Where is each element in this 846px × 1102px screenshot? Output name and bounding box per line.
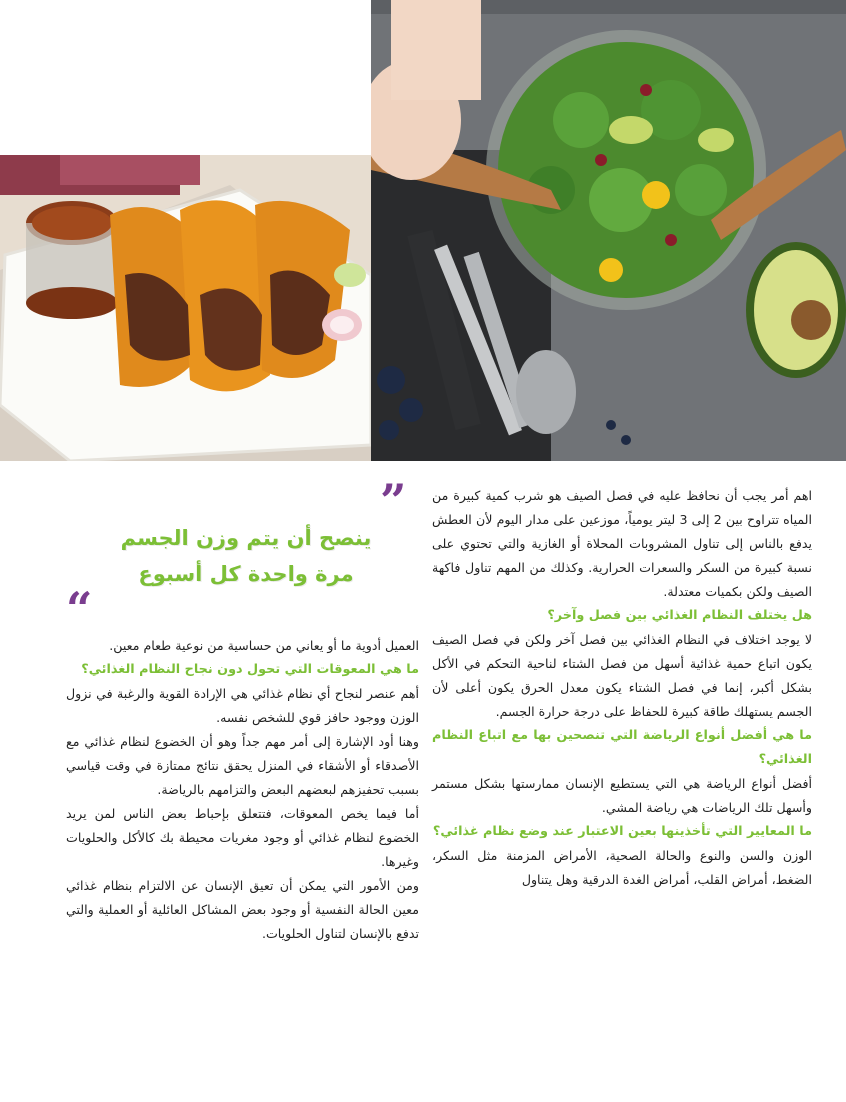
right-article-column (432, 484, 812, 892)
question-heading: ما المعايير التي تأخذينها بعين الاعتبار عند وضع نظام غذائي؟ (432, 824, 812, 839)
pull-quote-line: مرة واحدة كل أسبوع (138, 562, 354, 586)
intro-paragraph: اهم أمر يجب أن نحافظ عليه في فصل الصيف هو شرب كمية كبيرة من المياه تتراوح بين 2 إلى 3 ليتر يومياً، موزعين على مدار اليوم لأن العطش يدفع بالناس إلى تناول المشروبات المحلاة أو الغازية والتي تحتوي على نسبة كبيرة من السكر والسعرات الحرارية. وكذلك من المهم تناول فاكهة الصيف ولكن بكميات معتدلة. (432, 488, 812, 599)
pull-quote-line: ينصح أن يتم وزن الجسم (120, 526, 372, 550)
quote-open-icon: ” (380, 474, 407, 528)
quote-close-icon: “ (66, 582, 93, 636)
answer-paragraph: الوزن والسن والنوع والحالة الصحية، الأمراض المزمنة مثل السكر، الضغط، أمراض القلب، أمراض الغدة الدرقية وهل يتناول (432, 848, 812, 887)
answer-paragraph: وهنا أود الإشارة إلى أمر مهم جداً وهو أن الخضوع لنظام غذائي مع الأصدقاء أو الأشقاء في المنزل يحقق نتائج ممتازة في وقت قياسي بسبب تحفيزهم لبعضهم البعض والتزامهم بالرياضة. (66, 734, 419, 797)
answer-paragraph: لا يوجد اختلاف في النظام الغذائي بين فصل آخر ولكن في فصل الصيف يكون اتباع حمية غذائية أسهل من فصل الشتاء لناحية التحكم في الأكل بشكل أكبر، إنما في فصل الشتاء يكون معدل الحرق يكون أعلى لأن الجسم يستهلك طاقة كبيرة للحفاظ على درجة حرارة الجسم. (432, 632, 812, 719)
answer-paragraph: أما فيما يخص المعوقات، فتتعلق بإحباط بعض الناس لمن يريد الخضوع لنظام غذائي أو وجود مغريات محيطة بك كالأكل والحلويات وغيرها. (66, 806, 419, 869)
answer-paragraph: أهم عنصر لنجاح أي نظام غذائي هي الإرادة القوية والرغبة في نزول الوزن ووجود حافز قوي للشخص نفسه. (66, 686, 419, 725)
left-article-column (66, 634, 419, 946)
salad-photo (371, 0, 846, 461)
answer-paragraph: ومن الأمور التي يمكن أن تعيق الإنسان عن الالتزام بنظام غذائي معين الحالة النفسية أو وجود بعض المشاكل العائلية أو العملية والتي تدفع بالإنسان لتناول الحلويات. (66, 878, 419, 941)
answer-paragraph: أفضل أنواع الرياضة هي التي يستطيع الإنسان ممارستها بشكل مستمر وأسهل تلك الرياضات هي رياضة المشي. (432, 776, 812, 815)
question-heading: ما هي المعوقات التي تحول دون نجاح النظام الغذائي؟ (81, 662, 419, 677)
continued-paragraph: العميل أدوية ما أو يعاني من حساسية من نوعية طعام معين. (109, 638, 419, 653)
tacos-photo (0, 155, 371, 461)
question-heading: هل يختلف النظام الغذائي بين فصل وآخر؟ (547, 608, 812, 623)
pull-quote (96, 520, 396, 592)
question-heading: ما هي أفضل أنواع الرياضة التي تنصحين بها مع اتباع النظام الغذائي؟ (432, 728, 812, 767)
